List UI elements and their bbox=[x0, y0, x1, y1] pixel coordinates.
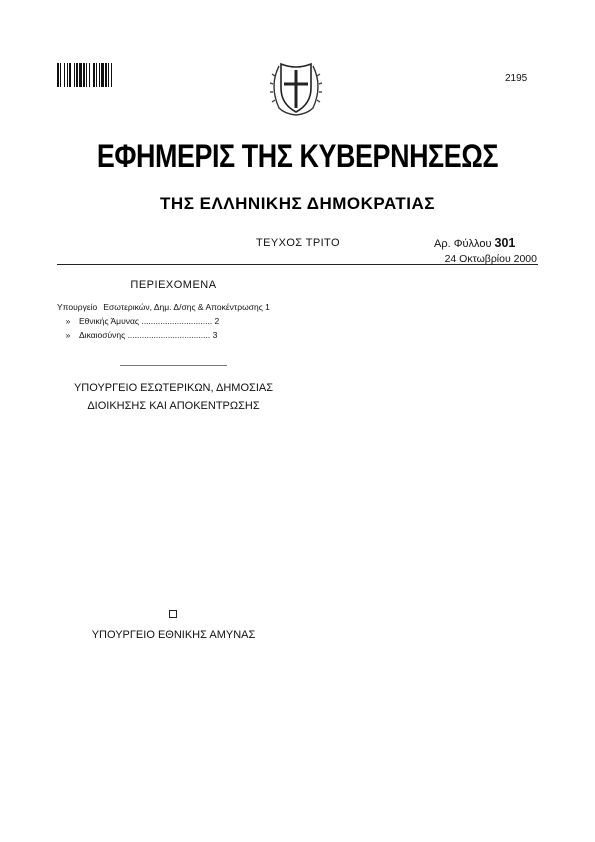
issue-label: ΤΕΥΧΟΣ ΤΡΙΤΟ bbox=[256, 237, 340, 249]
section-square-icon bbox=[169, 610, 177, 618]
sheet-number: 301 bbox=[494, 236, 516, 250]
issue-date: 24 Οκτωβρίου 2000 bbox=[444, 253, 537, 265]
contents-heading: ΠΕΡΙΕΧΟΜΕΝΑ bbox=[130, 279, 217, 291]
section-heading-defence: ΥΠΟΥΡΓΕΙΟ ΕΘΝΙΚΗΣ ΑΜΥΝΑΣ bbox=[91, 629, 256, 641]
sheet-number-block bbox=[434, 236, 515, 250]
section-heading-interior: ΥΠΟΥΡΓΕΙΟ ΕΣΩΤΕΡΙΚΩΝ, ΔΗΜΟΣΙΑΣ ΔΙΟΙΚΗΣΗΣ ΚΑΙ ΑΠΟΚΕΝΤΡΩΣΗΣ bbox=[73, 382, 274, 412]
contents-item[interactable]: » Δικαιοσύνης ................................... 3 bbox=[65, 330, 218, 340]
page-number: 2195 bbox=[505, 73, 528, 84]
contents-item[interactable]: Υπουργείο Εσωτερικών, Δημ. Δ/σης & Αποκέντρωσης 1 bbox=[57, 302, 270, 312]
gazette-title: ΕΦΗΜΕΡΙΣ ΤΗΣ ΚΥΒΕΡΝΗΣΕΩΣ bbox=[96, 138, 499, 174]
sheet-label: Αρ. Φύλλου bbox=[434, 238, 492, 250]
republic-subtitle: ΤΗΣ ΕΛΛΗΝΙΚΗΣ ΔΗΜΟΚΡΑΤΙΑΣ bbox=[160, 194, 435, 213]
section-divider bbox=[120, 365, 227, 366]
table-of-contents bbox=[57, 279, 290, 342]
barcode bbox=[57, 63, 143, 87]
greek-coat-of-arms-icon bbox=[267, 58, 325, 118]
contents-item[interactable]: » Εθνικής Άμυνας .............................. 2 bbox=[65, 316, 220, 326]
masthead-rule bbox=[57, 264, 538, 265]
